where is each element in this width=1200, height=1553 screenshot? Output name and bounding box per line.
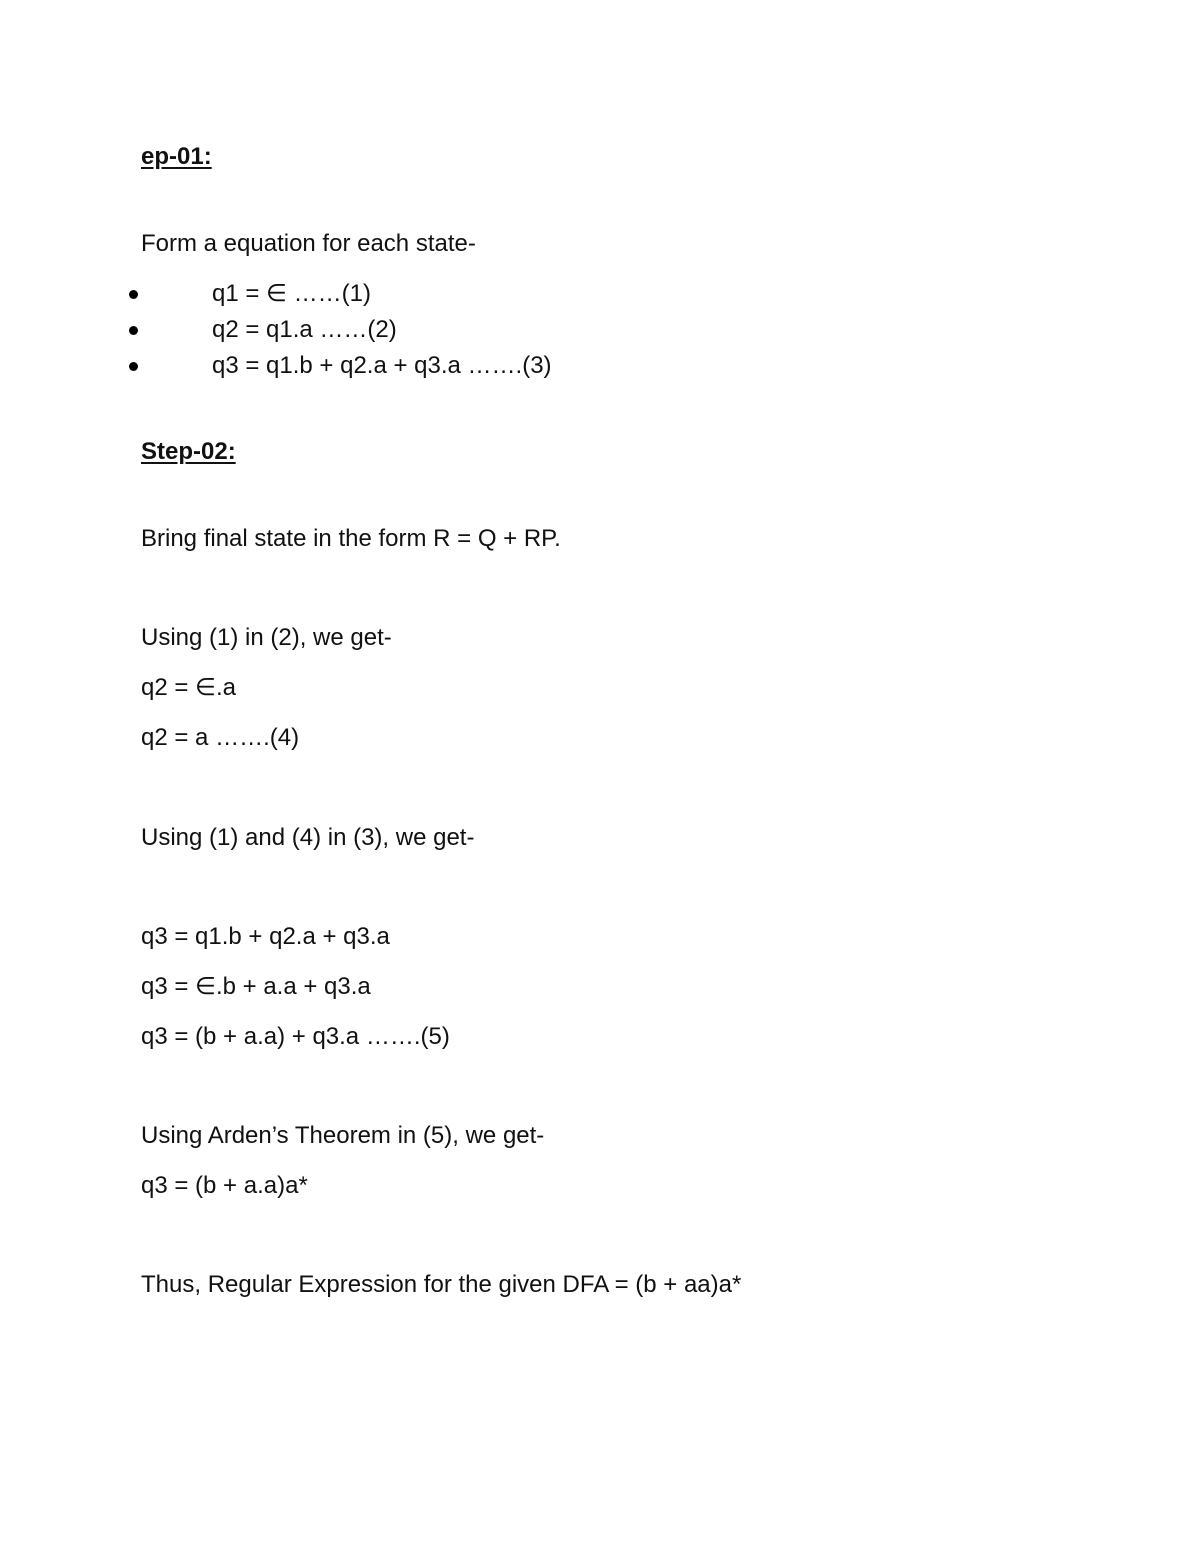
derivation-line: q2 = a …….(4) <box>141 724 300 751</box>
bullet-icon <box>129 290 138 299</box>
derivation-line: q3 = (b + a.a)a* <box>141 1172 308 1199</box>
step-01-intro: Form a equation for each state- <box>141 230 476 257</box>
conclusion-text: Thus, Regular Expression for the given DFA = (b + aa)a* <box>141 1271 742 1298</box>
derivation-line: q3 = q1.b + q2.a + q3.a <box>141 923 390 950</box>
derivation-lead: Using (1) in (2), we get- <box>141 624 392 651</box>
derivation-line: q3 = ∈.b + a.a + q3.a <box>141 973 371 1000</box>
derivation-line: q2 = ∈.a <box>141 674 236 701</box>
step-02-intro: Bring final state in the form R = Q + RP. <box>141 525 561 552</box>
equation-text: q3 = q1.b + q2.a + q3.a …….(3) <box>212 352 552 379</box>
derivation-lead: Using (1) and (4) in (3), we get- <box>141 824 475 851</box>
step-02-heading: Step-02: <box>141 438 236 465</box>
bullet-icon <box>129 362 138 371</box>
step-01-heading: ep-01: <box>141 143 212 170</box>
derivation-lead: Using Arden’s Theorem in (5), we get- <box>141 1122 545 1149</box>
equation-text: q2 = q1.a ……(2) <box>212 316 397 343</box>
derivation-line: q3 = (b + a.a) + q3.a …….(5) <box>141 1023 450 1050</box>
bullet-icon <box>129 326 138 335</box>
equation-text: q1 = ∈ ……(1) <box>212 280 371 307</box>
